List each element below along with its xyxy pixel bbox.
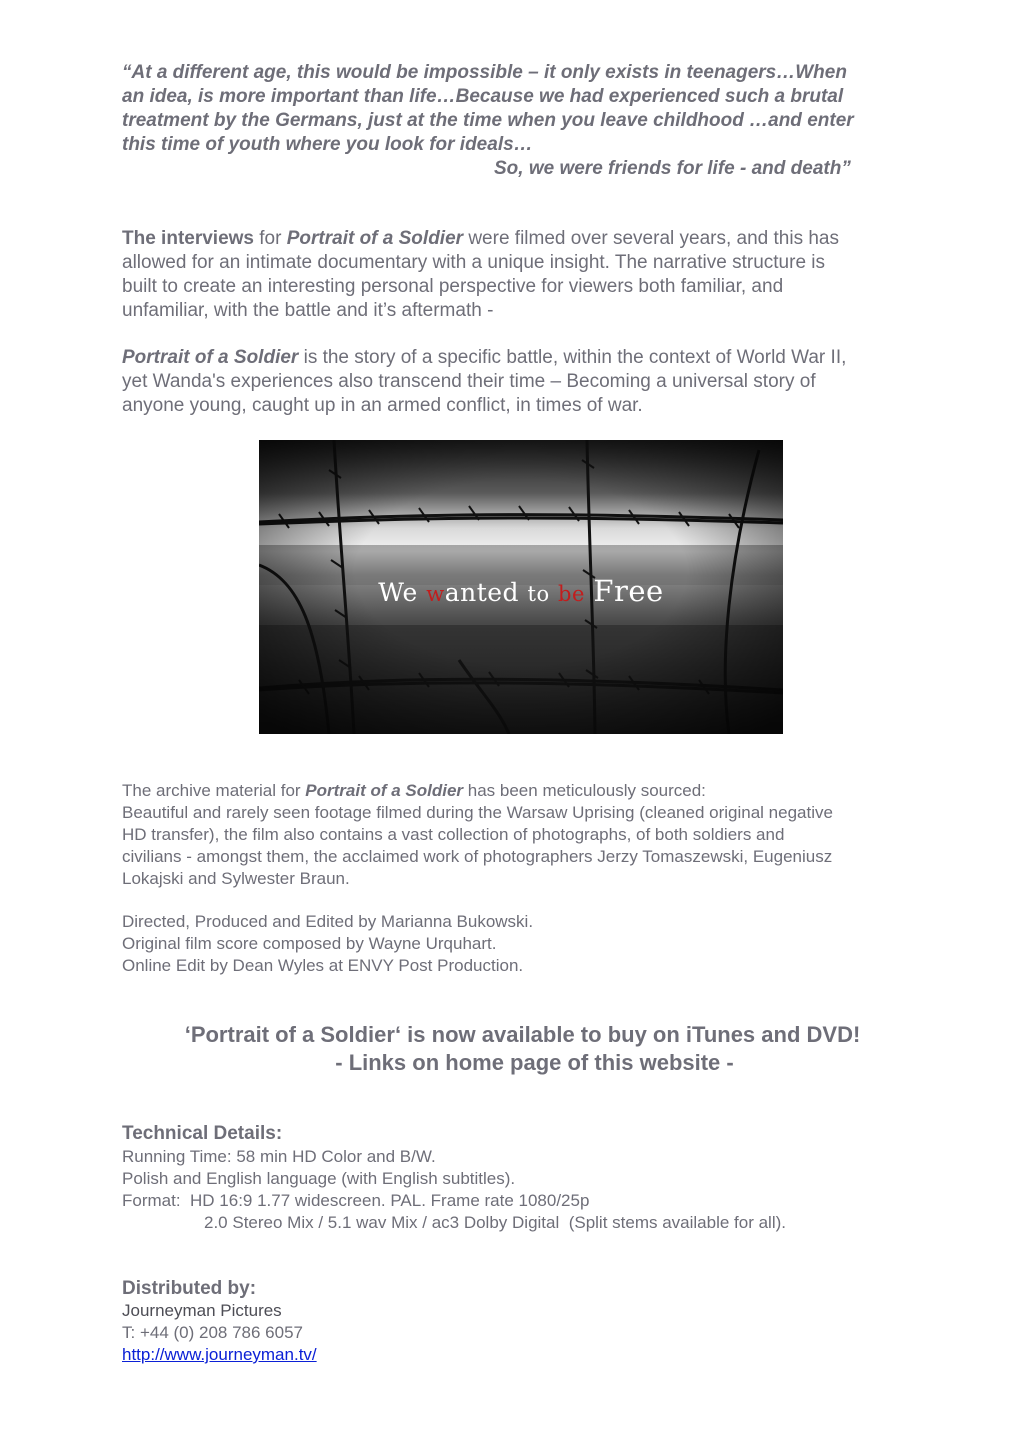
credit-line: Original film score composed by Wayne Urquhart. [122, 934, 497, 953]
film-still-image [259, 440, 783, 734]
quote-line: an idea, is more important than life…Because we had experienced such a brutal [122, 86, 844, 107]
credits [122, 911, 942, 977]
story-paragraph: Portrait of a Soldier is the story of a specific battle, within the context of World War II, yet Wanda's experiences also transcend their time – Becoming a universal story of anyone young, caught up in an armed conflict, in times of war. [122, 347, 847, 416]
technical-details-heading: Technical Details: [122, 1123, 283, 1144]
pull-quote [122, 61, 932, 181]
film-still-title: We wanted to be Free [378, 574, 664, 608]
quote-line: “At a different age, this would be impossible – it only exists in teenagers…When [122, 62, 847, 83]
film-title: Portrait of a Soldier [305, 781, 464, 800]
intro-lead: The interviews [122, 228, 254, 249]
quote-line-closing: So, we were friends for life - and death” [494, 158, 851, 179]
film-title: Portrait of a Soldier [122, 347, 299, 368]
availability-notice: ‘Portrait of a Soldier‘ is now available to buy on iTunes and DVD! - Links on home page of this website - [184, 1022, 861, 1075]
credit-line: Directed, Produced and Edited by Marianna Bukowski. [122, 912, 534, 931]
quote-line: this time of youth where you look for ideals… [122, 134, 533, 155]
quote-line: treatment by the Germans, just at the time when you leave childhood …and enter [122, 110, 854, 131]
technical-details: Running Time: 58 min HD Color and B/W. Polish and English language (with English subtitles). Format: HD 16:9 1.77 widescreen. PAL. Frame rate 1080/25p 2.0 Stereo Mix / 5.1 wav Mix / ac3 Dolby Digital (Split stems available for all). [122, 1147, 786, 1232]
film-title: Portrait of a Soldier [286, 228, 464, 249]
distributed-by-heading: Distributed by: [122, 1278, 257, 1299]
intro-paragraph: The interviews for Portrait of a Soldier were filmed over several years, and this has allowed for an intimate documentary with a unique insight. The narrative structure is built to create an interesting personal perspective for viewers both familiar, and unfamiliar, with the battle and it’s aftermath - [122, 228, 839, 321]
distributor-phone: T: +44 (0) 208 786 6057 [122, 1323, 303, 1342]
archive-paragraph: The archive material for Portrait of a Soldier has been meticulously sourced: Beautiful and rarely seen footage filmed during the Warsaw Uprising (cleaned original negative HD transfer), the film also contains a vast collection of photographs, of both soldiers and civilians - amongst them, the acclaimed work of photographers Jerzy Tomaszewski, Eugeniusz Lokajski and Sylwester Braun. [122, 781, 833, 888]
distributor-name: Journeyman Pictures [122, 1301, 282, 1320]
credit-line: Online Edit by Dean Wyles at ENVY Post Production. [122, 956, 524, 975]
distributor-info [122, 1300, 722, 1366]
distributor-website-link[interactable]: http://www.journeyman.tv/ [122, 1345, 317, 1364]
